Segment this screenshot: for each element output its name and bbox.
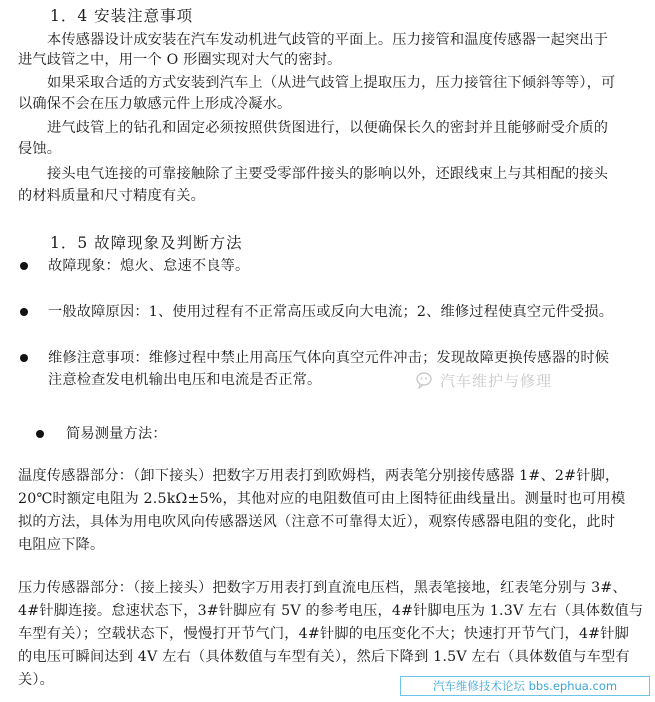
paragraph-line: 4#针脚连接。怠速状态下，3#针脚应有 5V 的参考电压，4#针脚电压为 1.3V 左右（具体数值与	[18, 603, 644, 619]
paragraph-line: 关）。	[18, 672, 55, 688]
paragraph-line: 车型有关）；空载状态下，慢慢打开节气门，4#针脚的电压变化不大；快速打开节气门，4#针脚	[18, 626, 630, 642]
paragraph-line: 温度传感器部分：（卸下接头）把数字万用表打到欧姆档，两表笔分别接传感器 1#、2#针脚，	[18, 468, 620, 484]
measure-heading: 简易测量方法：	[66, 426, 167, 442]
bullet-dot	[20, 308, 28, 316]
section-heading-1-4: 1．4 安装注意事项	[50, 7, 194, 25]
paragraph-line: 压力传感器部分：（接上接头）把数字万用表打到直流电压档，黑表笔接地，红表笔分别与 3#、	[18, 580, 627, 596]
forum-footer-banner: 汽车维修技术论坛 bbs.ephua.com	[400, 676, 650, 696]
paragraph-line: 本传感器设计成安装在汽车发动机进气歧管的平面上。压力接管和温度传感器一起突出于	[47, 32, 609, 48]
watermark-text: 汽车维护与修理	[440, 372, 553, 390]
paragraph-line: 进气歧管上的钻孔和固定必须按照供货图进行，以便确保长久的密封并且能够耐受介质的	[47, 120, 609, 136]
paragraph-line: 接头电气连接的可靠接触除了主要受零部件接头的影响以外，还跟线束上与其相配的接头	[47, 166, 609, 182]
paragraph-line: 电阻应下降。	[18, 537, 105, 553]
section-heading-1-5: 1．5 故障现象及判断方法	[50, 234, 243, 252]
paragraph-line: 注意检查发电机输出电压和电流是否正常。	[48, 372, 322, 388]
chat-bubble-icon	[416, 371, 434, 389]
paragraph-line: 20℃时额定电阻为 2.5kΩ±5%，其他对应的电阻数值可由上图特征曲线量出。测量时也可用模	[18, 491, 626, 507]
paragraph-line: 如果采取合适的方式安装到汽车上（从进气歧管上提取压力，压力接管往下倾斜等等），可	[47, 75, 616, 91]
paragraph-line: 的材料质量和尺寸精度有关。	[18, 188, 206, 204]
paragraph-line: 的电压可瞬间达到 4V 左右（具体数值与车型有关），然后下降到 1.5V 左右（具体数值与车型有	[18, 649, 630, 665]
paragraph-line: 维修注意事项：维修过程中禁止用高压气体向真空元件冲击；发现故障更换传感器的时候	[48, 350, 610, 366]
paragraph-line: 进气歧管之中，用一个 O 形圈实现对大气的密封。	[18, 52, 342, 68]
symptom-text: 故障现象：熄火、怠速不良等。	[48, 258, 250, 274]
bullet-dot	[20, 262, 28, 270]
paragraph-line: 拟的方法，具体为用电吹风向传感器送风（注意不可靠得太近），观察传感器电阻的变化，此时	[18, 514, 616, 530]
paragraph-line: 以确保不会在压力敏感元件上形成冷凝水。	[18, 96, 292, 112]
bullet-dot	[20, 354, 28, 362]
cause-text: 一般故障原因：1、使用过程有不正常高压或反向大电流；2、维修过程使真空元件受损。	[48, 304, 614, 320]
paragraph-line: 侵蚀。	[18, 141, 62, 157]
bullet-dot	[36, 430, 44, 438]
